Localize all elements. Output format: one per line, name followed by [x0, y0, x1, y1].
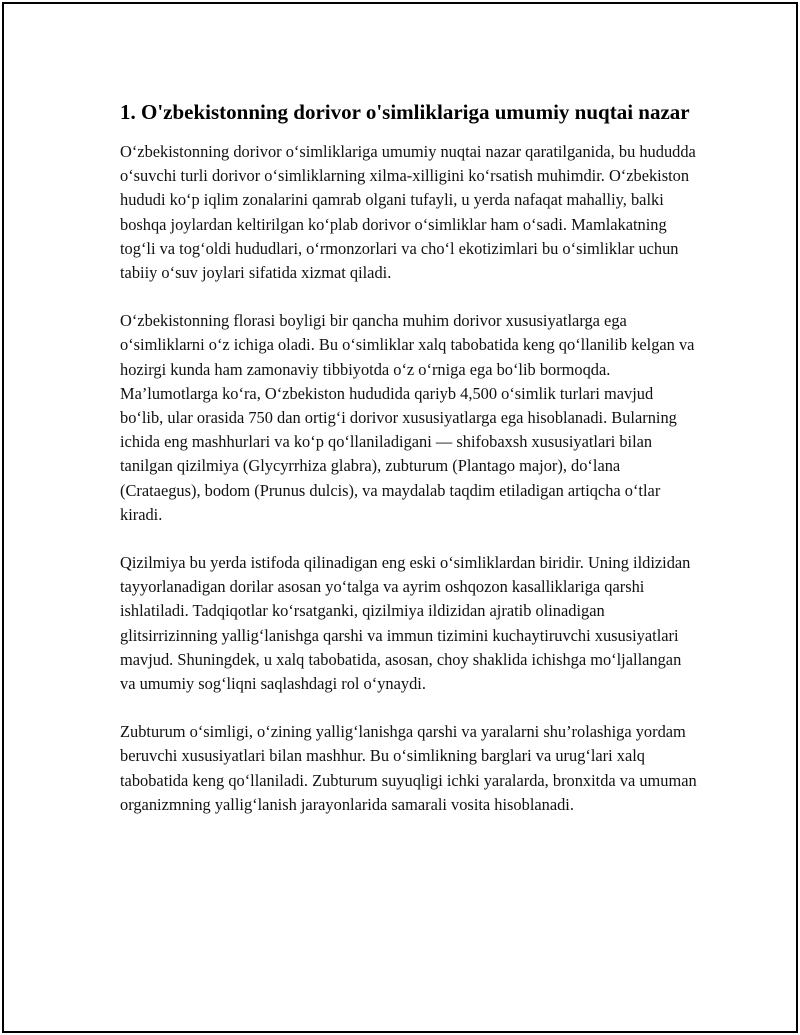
paragraph-3: Qizilmiya bu yerda istifoda qilinadigan eng eski o‘simliklardan biridir. Uning ildizidan tayyorlanadigan dorilar asosan yo‘talga va ayrim oshqozon kasalliklariga qarshi ishlatiladi. Tadqiqotlar ko‘rsatganki, qizilmiya ildizidan ajratib olinadigan glitsirrizinning yallig‘lanishga qarshi va immun tizimini kuchaytiruvchi xususiyatlari mavjud. Shuningdek, u xalq tabobatida, asosan, choy shaklida ichishga mo‘ljallangan va umumiy sog‘liqni saqlashdagi rol o‘ynaydi.: [120, 553, 691, 694]
paragraph-4: Zubturum o‘simligi, o‘zining yallig‘lanishga qarshi va yaralarni shu’rolashiga yordam beruvchi xususiyatlari bilan mashhur. Bu o‘simlikning barglari va urug‘lari xalq tabobatida keng qo‘llaniladi. Zubturum suyuqligi ichki yaralarda, bronxitda va umuman organizmning yallig‘lanish jarayonlarida samarali vosita hisoblanadi.: [120, 722, 697, 814]
section-heading: 1. O'zbekistonning dorivor o'simliklariga umumiy nuqtai nazar: [120, 100, 690, 124]
document-page: [2, 2, 798, 1033]
document-body: [120, 98, 700, 841]
paragraph-2: O‘zbekistonning florasi boyligi bir qancha muhim dorivor xususiyatlarga ega o‘simliklarni o‘z ichiga oladi. Bu o‘simliklar xalq tabobatida keng qo‘llanilib kelgan va hozirgi kunda ham zamonaviy tibbiyotda o‘z o‘rniga ega bo‘lib bormoqda. Ma’lumotlarga ko‘ra, O‘zbekiston hududida qariyb 4,500 o‘simlik turlari mavjud bo‘lib, ular orasida 750 dan ortig‘i dorivor xususiyatlarga ega hisoblanadi. Bularning ichida eng mashhurlari va ko‘p qo‘llaniladigani — shifobaxsh xususiyatlari bilan tanilgan qizilmiya (Glycyrrhiza glabra), zubturum (Plantago major), do‘lana (Crataegus), bodom (Prunus dulcis), va maydalab taqdim etiladigan artiqcha o‘tlar kiradi.: [120, 311, 695, 524]
paragraph-1: O‘zbekistonning dorivor o‘simliklariga umumiy nuqtai nazar qaratilganida, bu hududda o‘suvchi turli dorivor o‘simliklarning xilma-xilligini ko‘rsatish muhimdir. O‘zbekiston hududi ko‘p iqlim zonalarini qamrab olgani tufayli, u yerda nafaqat mahalliy, balki boshqa joylardan keltirilgan ko‘plab dorivor o‘simliklar ham o‘sadi. Mamlakatning tog‘li va tog‘oldi hududlari, o‘rmonzorlari va cho‘l ekotizimlari bu o‘simliklar uchun tabiiy o‘suv joylari sifatida xizmat qiladi.: [120, 142, 696, 283]
